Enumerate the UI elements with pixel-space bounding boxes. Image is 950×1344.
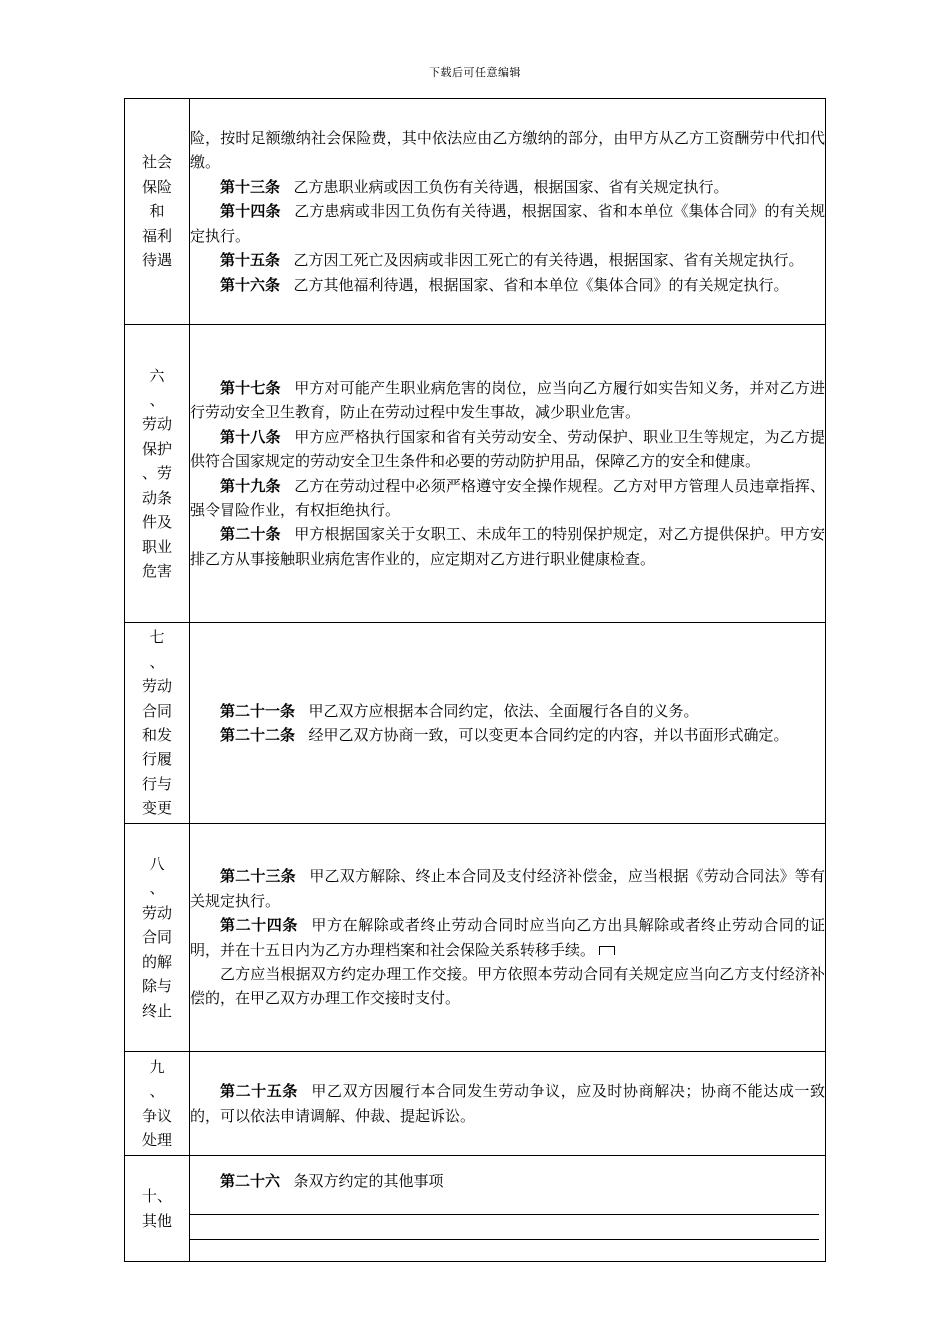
label-line: 危害 [141,561,172,580]
article-25 [190,1079,825,1128]
page-header: 下载后可任意编辑 [429,66,521,79]
article-17 [190,376,825,425]
label-line: 七 [149,628,165,647]
label-line: 变更 [141,799,172,818]
article-number: 第二十一条 [220,701,296,720]
label-line: 劳动 [141,677,172,696]
article-18 [190,425,825,474]
label-line: 行与 [141,774,172,793]
label-line: 其他 [141,1211,172,1230]
label-line: 动条 [141,488,172,507]
label-line: 劳动 [141,903,172,922]
section-label [125,325,190,623]
contract-table [124,98,826,1262]
label-line: 待遇 [141,251,172,270]
label-line: 的解 [141,952,172,971]
section-label [125,99,190,325]
label-line: 合同 [141,928,172,947]
article-21 [190,699,825,723]
section-labor-protection [125,325,826,623]
label-line: 和 [149,202,165,221]
label-line: 、 [149,652,165,671]
article-26 [190,1169,825,1193]
article-number: 第二十二条 [220,726,296,744]
article-16 [190,273,825,297]
article-15 [190,248,825,272]
article-text: 甲方对可能产生职业病危害的岗位，应当向乙方履行如实告知义务，并对乙方进行劳动安全卫生教育，防止在劳动过程中发生事故，减少职业危害。 [190,378,825,422]
label-line: 除与 [141,977,172,996]
section-content [190,325,826,623]
section-content [190,1156,826,1262]
label-line: 保护 [141,439,172,458]
label-line: 合同 [141,701,172,720]
article-text: 乙方患病或非因工负伤有关待遇，根据国家、省和本单位《集体合同》的有关规定执行。 [190,202,825,245]
label-line: 行履 [141,750,172,769]
section-content [190,99,826,325]
label-line: 终止 [141,1001,172,1020]
label-line: 职业 [141,537,172,556]
article-text: 甲乙双方解除、终止本合同及支付经济补偿金，应当根据《劳动合同法》等有关规定执行。 [190,867,825,910]
continued-text: 险，按时足额缴纳社会保险费，其中依法应由乙方缴纳的部分，由甲方从乙方工资酬劳中代扣代缴。 [190,129,825,172]
article-number: 第二十三条 [220,867,296,886]
section-content [190,824,826,1052]
article-number: 第十五条 [220,251,281,270]
article-number: 第二十五条 [220,1082,298,1101]
article-number: 第十八条 [220,427,281,446]
article-number: 第十四条 [220,202,281,221]
article-text: 乙方患职业病或因工负伤有关待遇，根据国家、省有关规定执行。 [293,177,729,196]
handover-paragraph: 乙方应当根据双方约定办理工作交接。甲方依照本劳动合同有关规定应当向乙方支付经济补偿的，在甲乙双方办理工作交接时支付。 [190,964,825,1008]
article-14 [190,199,825,248]
section-label [125,1156,190,1262]
article-19 [190,474,825,523]
section-contract-termination [125,824,826,1052]
article-text: 乙方因工死亡及因病或非因工死亡的有关待遇，根据国家、省有关规定执行。 [293,251,804,270]
article-text: 甲方根据国家关于女职工、未成年工的特别保护规定，对乙方提供保护。甲方安排乙方从事接触职业病危害作业的，应定期对乙方进行职业健康检查。 [190,525,825,568]
article-text: 条双方约定的其他事项 [293,1171,444,1190]
label-line: 、 [149,391,165,410]
section-other [125,1156,826,1262]
article-number: 第十九条 [220,476,281,495]
label-line: 社会 [141,153,172,172]
label-line: 、 [149,1082,165,1101]
section-label [125,824,190,1052]
article-number: 第二十六 [220,1171,281,1190]
article-text: 甲方应严格执行国家和省有关劳动安全、劳动保护、职业卫生等规定，为乙方提供符合国家规定的劳动安全卫生条件和必要的劳动防护用品，保障乙方的安全和健康。 [190,427,825,471]
article-number: 第十六条 [220,275,281,294]
section-social-insurance [125,99,826,325]
label-line: 争议 [141,1106,172,1125]
label-line: 十、 [141,1187,172,1206]
article-text: 乙方其他福利待遇，根据国家、省和本单位《集体合同》的有关规定执行。 [293,275,789,294]
article-number: 第二十四条 [220,916,298,935]
edit-mark-icon [599,946,615,955]
label-line: 、劳 [141,464,172,483]
article-22 [190,723,825,747]
label-line: 处理 [141,1130,172,1149]
blank-line[interactable] [190,1238,819,1240]
article-text: 甲方在解除或者终止劳动合同时应当向乙方出具解除或者终止劳动合同的证明，并在十五日内为乙方办理档案和社会保险关系转移手续。 [190,916,825,959]
article-text: 乙方在劳动过程中必须严格遵守安全操作规程。乙方对甲方管理人员违章指挥、强令冒险作业，有权拒绝执行。 [190,476,825,519]
label-line: 六 [149,366,165,385]
label-line: 件及 [141,513,172,532]
article-text: 经甲乙双方协商一致，可以变更本合同约定的内容，并以书面形式确定。 [308,726,789,744]
label-line: 劳动 [141,415,172,434]
section-dispute-handling [125,1052,826,1156]
section-content [190,623,826,824]
label-line: 八 [149,855,165,874]
article-13 [190,175,825,199]
section-content [190,1052,826,1156]
label-line: 九 [149,1057,165,1076]
article-24 [190,913,825,962]
article-number: 第二十条 [220,525,281,544]
article-number: 第十三条 [220,177,281,196]
section-label [125,1052,190,1156]
section-contract-performance [125,623,826,824]
article-number: 第十七条 [220,378,281,397]
article-20 [190,522,825,571]
label-line: 和发 [141,726,172,744]
article-text: 甲乙双方应根据本合同约定，依法、全面履行各自的义务。 [308,701,699,720]
label-line: 保险 [141,177,172,196]
label-line: 、 [149,879,165,898]
article-text: 甲乙双方因履行本合同发生劳动争议，应及时协商解决；协商不能达成一致的，可以依法申请调解、仲裁、提起诉讼。 [190,1082,825,1125]
section-label [125,623,190,824]
article-23 [190,864,825,913]
label-line: 福利 [141,226,172,245]
